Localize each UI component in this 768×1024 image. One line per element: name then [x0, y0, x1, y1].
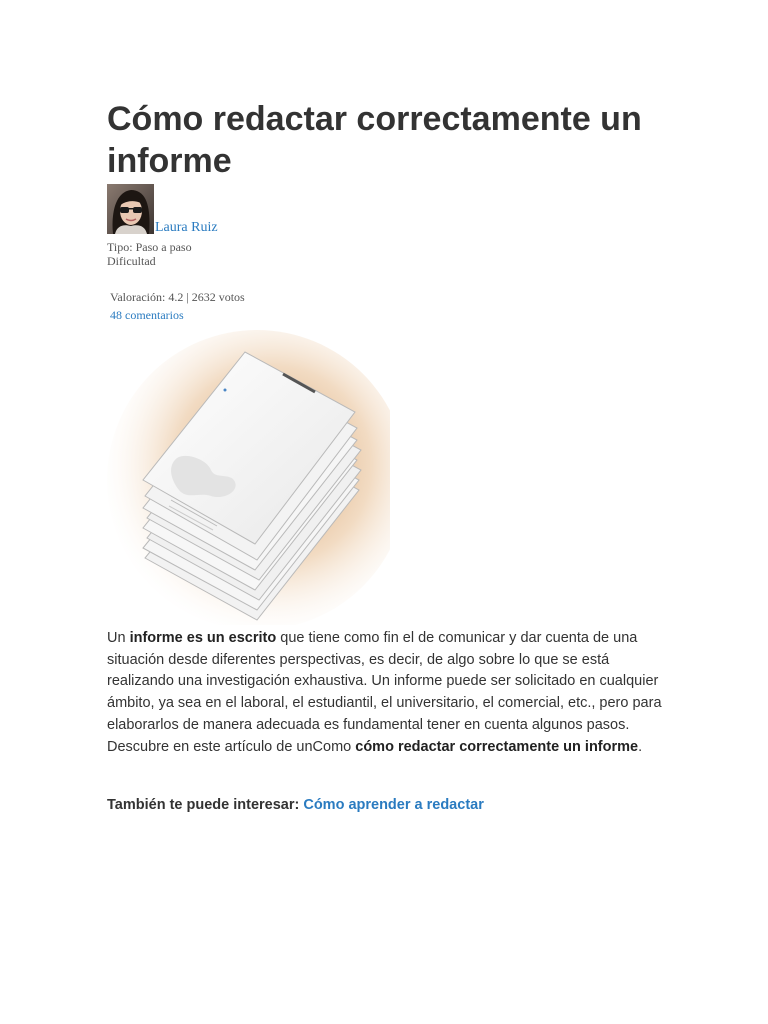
related-article	[107, 797, 484, 813]
intro-text-2: que tiene como fin el de comunicar y dar cuenta de una situación desde diferentes perspectivas, es decir, de algo sobre lo que se está realizando una investigación exhaustiva. Un informe puede ser solicitado en cualquier ámbito, ya sea en el laboral, el estudiantil, el universitario, el comercial, etc., pero para elaborarlos de manera adecuada es fundamental tener en cuenta algunos pasos. Descubre en este artículo de unComo	[107, 630, 662, 755]
intro-bold-2: cómo redactar correctamente un informe	[355, 738, 639, 755]
comments-link[interactable]: 48 comentarios	[110, 308, 184, 322]
intro-text-3: .	[638, 738, 643, 755]
meta-dificultad: Dificultad	[107, 254, 156, 268]
author-avatar[interactable]	[107, 184, 154, 234]
rating-text: Valoración: 4.2 | 2632 votos	[110, 290, 245, 304]
avatar-photo-icon	[107, 184, 154, 234]
author-block	[107, 184, 407, 234]
article-meta	[107, 240, 192, 268]
related-label: También te puede interesar:	[107, 797, 304, 813]
author-name-link[interactable]: Laura Ruiz	[155, 220, 218, 235]
related-link[interactable]: Cómo aprender a redactar	[303, 797, 484, 813]
intro-text-1: Un	[107, 630, 130, 646]
article-intro	[107, 628, 667, 758]
paper-stack-icon	[107, 330, 390, 625]
page-title: Cómo redactar correctamente un informe	[107, 100, 642, 180]
hero-image	[107, 330, 390, 625]
meta-tipo: Tipo: Paso a paso	[107, 240, 192, 254]
intro-bold-1: informe es un escrito	[129, 630, 277, 646]
